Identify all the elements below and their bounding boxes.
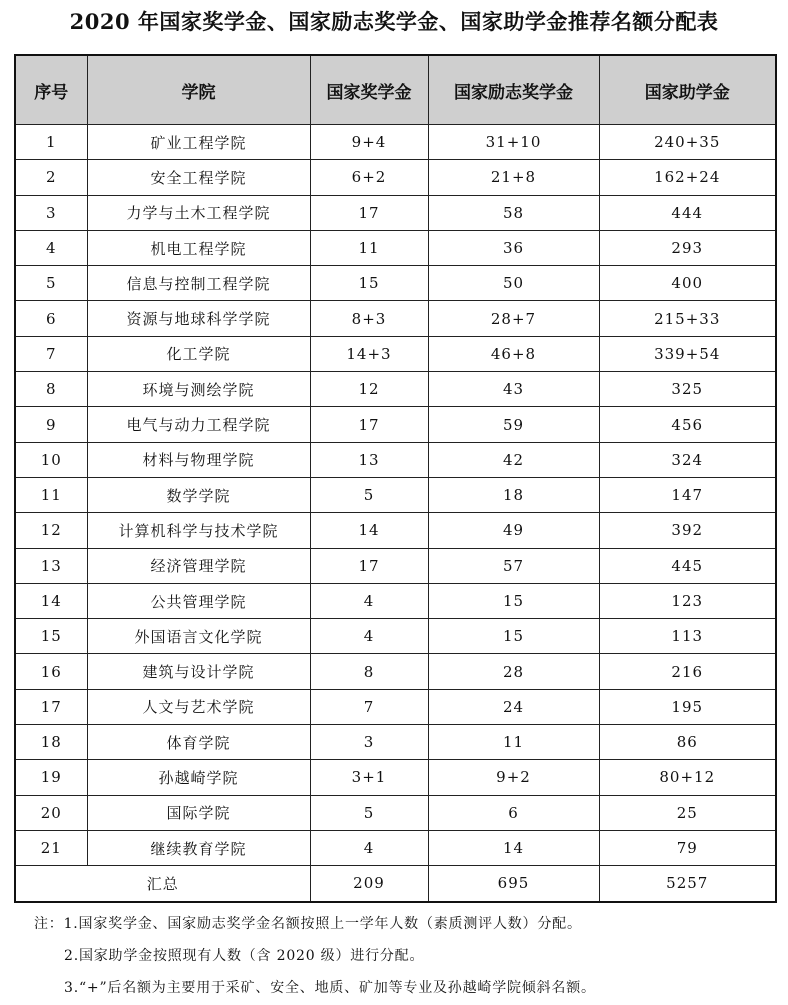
national-scholarship-count: 4: [310, 830, 428, 865]
table-row: [15, 795, 776, 830]
college-name: 国际学院: [87, 795, 310, 830]
row-index: 15: [15, 619, 87, 654]
table-row: [15, 654, 776, 689]
table-row: [15, 230, 776, 265]
inspirational-scholarship-count: 50: [428, 266, 599, 301]
inspirational-scholarship-count: 42: [428, 442, 599, 477]
college-name: 计算机科学与技术学院: [87, 513, 310, 548]
row-index: 3: [15, 195, 87, 230]
note-3: 3.“+”后名额为主要用于采矿、安全、地质、矿加等专业及孙越崎学院倾斜名额。: [64, 980, 596, 996]
table-row: [15, 372, 776, 407]
header-index: 序号: [15, 55, 87, 125]
inspirational-scholarship-count: 49: [428, 513, 599, 548]
national-grant-count: 400: [599, 266, 776, 301]
row-index: 9: [15, 407, 87, 442]
inspirational-scholarship-count: 9+2: [428, 760, 599, 795]
row-index: 10: [15, 442, 87, 477]
row-index: 7: [15, 336, 87, 371]
inspirational-scholarship-count: 6: [428, 795, 599, 830]
college-name: 力学与土木工程学院: [87, 195, 310, 230]
header-inspirational-scholarship: 国家励志奖学金: [428, 55, 599, 125]
college-name: 数学学院: [87, 477, 310, 512]
national-scholarship-count: 17: [310, 407, 428, 442]
table-row: [15, 442, 776, 477]
college-name: 外国语言文化学院: [87, 619, 310, 654]
college-name: 经济管理学院: [87, 548, 310, 583]
national-scholarship-count: 5: [310, 477, 428, 512]
national-scholarship-count: 13: [310, 442, 428, 477]
row-index: 14: [15, 583, 87, 618]
national-scholarship-count: 5: [310, 795, 428, 830]
college-name: 孙越崎学院: [87, 760, 310, 795]
allocation-table: [14, 54, 777, 903]
college-name: 机电工程学院: [87, 230, 310, 265]
national-grant-count: 195: [599, 689, 776, 724]
table-row: [15, 830, 776, 865]
national-grant-count: 445: [599, 548, 776, 583]
national-scholarship-count: 12: [310, 372, 428, 407]
total-row: [15, 866, 776, 902]
table-row: [15, 513, 776, 548]
row-index: 21: [15, 830, 87, 865]
header-national-grant: 国家助学金: [599, 55, 776, 125]
college-name: 环境与测绘学院: [87, 372, 310, 407]
national-grant-count: 215+33: [599, 301, 776, 336]
inspirational-scholarship-count: 11: [428, 725, 599, 760]
national-grant-count: 86: [599, 725, 776, 760]
inspirational-scholarship-count: 31+10: [428, 125, 599, 160]
inspirational-scholarship-count: 28+7: [428, 301, 599, 336]
row-index: 18: [15, 725, 87, 760]
header-college: 学院: [87, 55, 310, 125]
table-row: [15, 725, 776, 760]
table-row: [15, 583, 776, 618]
college-name: 建筑与设计学院: [87, 654, 310, 689]
college-name: 信息与控制工程学院: [87, 266, 310, 301]
notes: [34, 908, 774, 1004]
row-index: 11: [15, 477, 87, 512]
national-grant-count: 339+54: [599, 336, 776, 371]
national-grant-count: 25: [599, 795, 776, 830]
total-label: 汇总: [15, 866, 310, 902]
row-index: 12: [15, 513, 87, 548]
college-name: 人文与艺术学院: [87, 689, 310, 724]
total-inspirational-scholarship: 695: [428, 866, 599, 902]
national-grant-count: 216: [599, 654, 776, 689]
row-index: 4: [15, 230, 87, 265]
row-index: 5: [15, 266, 87, 301]
table-row: [15, 301, 776, 336]
inspirational-scholarship-count: 46+8: [428, 336, 599, 371]
inspirational-scholarship-count: 43: [428, 372, 599, 407]
national-scholarship-count: 8+3: [310, 301, 428, 336]
table-row: [15, 266, 776, 301]
inspirational-scholarship-count: 18: [428, 477, 599, 512]
inspirational-scholarship-count: 36: [428, 230, 599, 265]
national-scholarship-count: 3: [310, 725, 428, 760]
national-scholarship-count: 4: [310, 583, 428, 618]
national-scholarship-count: 4: [310, 619, 428, 654]
table-body: [15, 125, 776, 866]
table-row: [15, 689, 776, 724]
row-index: 16: [15, 654, 87, 689]
table-header-row: [15, 55, 776, 125]
national-grant-count: 324: [599, 442, 776, 477]
national-grant-count: 147: [599, 477, 776, 512]
college-name: 材料与物理学院: [87, 442, 310, 477]
inspirational-scholarship-count: 57: [428, 548, 599, 583]
inspirational-scholarship-count: 21+8: [428, 160, 599, 195]
inspirational-scholarship-count: 15: [428, 583, 599, 618]
table-row: [15, 477, 776, 512]
note-2: 2.国家助学金按照现有人数（含 2020 级）进行分配。: [64, 948, 425, 964]
college-name: 电气与动力工程学院: [87, 407, 310, 442]
inspirational-scholarship-count: 14: [428, 830, 599, 865]
inspirational-scholarship-count: 15: [428, 619, 599, 654]
table-row: [15, 760, 776, 795]
national-scholarship-count: 14+3: [310, 336, 428, 371]
college-name: 化工学院: [87, 336, 310, 371]
national-scholarship-count: 14: [310, 513, 428, 548]
national-scholarship-count: 3+1: [310, 760, 428, 795]
national-grant-count: 444: [599, 195, 776, 230]
national-scholarship-count: 17: [310, 195, 428, 230]
table-row: [15, 548, 776, 583]
college-name: 资源与地球科学学院: [87, 301, 310, 336]
header-national-scholarship: 国家奖学金: [310, 55, 428, 125]
row-index: 6: [15, 301, 87, 336]
page-title: 2020 年国家奖学金、国家励志奖学金、国家助学金推荐名额分配表: [69, 9, 719, 34]
row-index: 17: [15, 689, 87, 724]
inspirational-scholarship-count: 24: [428, 689, 599, 724]
national-grant-count: 325: [599, 372, 776, 407]
national-grant-count: 456: [599, 407, 776, 442]
national-scholarship-count: 6+2: [310, 160, 428, 195]
row-index: 2: [15, 160, 87, 195]
row-index: 20: [15, 795, 87, 830]
college-name: 安全工程学院: [87, 160, 310, 195]
inspirational-scholarship-count: 58: [428, 195, 599, 230]
row-index: 13: [15, 548, 87, 583]
national-scholarship-count: 17: [310, 548, 428, 583]
national-grant-count: 240+35: [599, 125, 776, 160]
national-scholarship-count: 11: [310, 230, 428, 265]
national-grant-count: 162+24: [599, 160, 776, 195]
national-scholarship-count: 7: [310, 689, 428, 724]
table-row: [15, 407, 776, 442]
row-index: 1: [15, 125, 87, 160]
national-grant-count: 123: [599, 583, 776, 618]
national-grant-count: 293: [599, 230, 776, 265]
national-grant-count: 113: [599, 619, 776, 654]
row-index: 8: [15, 372, 87, 407]
total-national-scholarship: 209: [310, 866, 428, 902]
college-name: 公共管理学院: [87, 583, 310, 618]
national-scholarship-count: 8: [310, 654, 428, 689]
national-grant-count: 80+12: [599, 760, 776, 795]
inspirational-scholarship-count: 28: [428, 654, 599, 689]
table-row: [15, 336, 776, 371]
table-row: [15, 125, 776, 160]
table-row: [15, 195, 776, 230]
table-row: [15, 160, 776, 195]
inspirational-scholarship-count: 59: [428, 407, 599, 442]
national-grant-count: 79: [599, 830, 776, 865]
total-national-grant: 5257: [599, 866, 776, 902]
note-1: 注：1.国家奖学金、国家励志奖学金名额按照上一学年人数（素质测评人数）分配。: [34, 916, 582, 932]
row-index: 19: [15, 760, 87, 795]
national-scholarship-count: 9+4: [310, 125, 428, 160]
college-name: 体育学院: [87, 725, 310, 760]
national-scholarship-count: 15: [310, 266, 428, 301]
national-grant-count: 392: [599, 513, 776, 548]
college-name: 矿业工程学院: [87, 125, 310, 160]
table-row: [15, 619, 776, 654]
college-name: 继续教育学院: [87, 830, 310, 865]
